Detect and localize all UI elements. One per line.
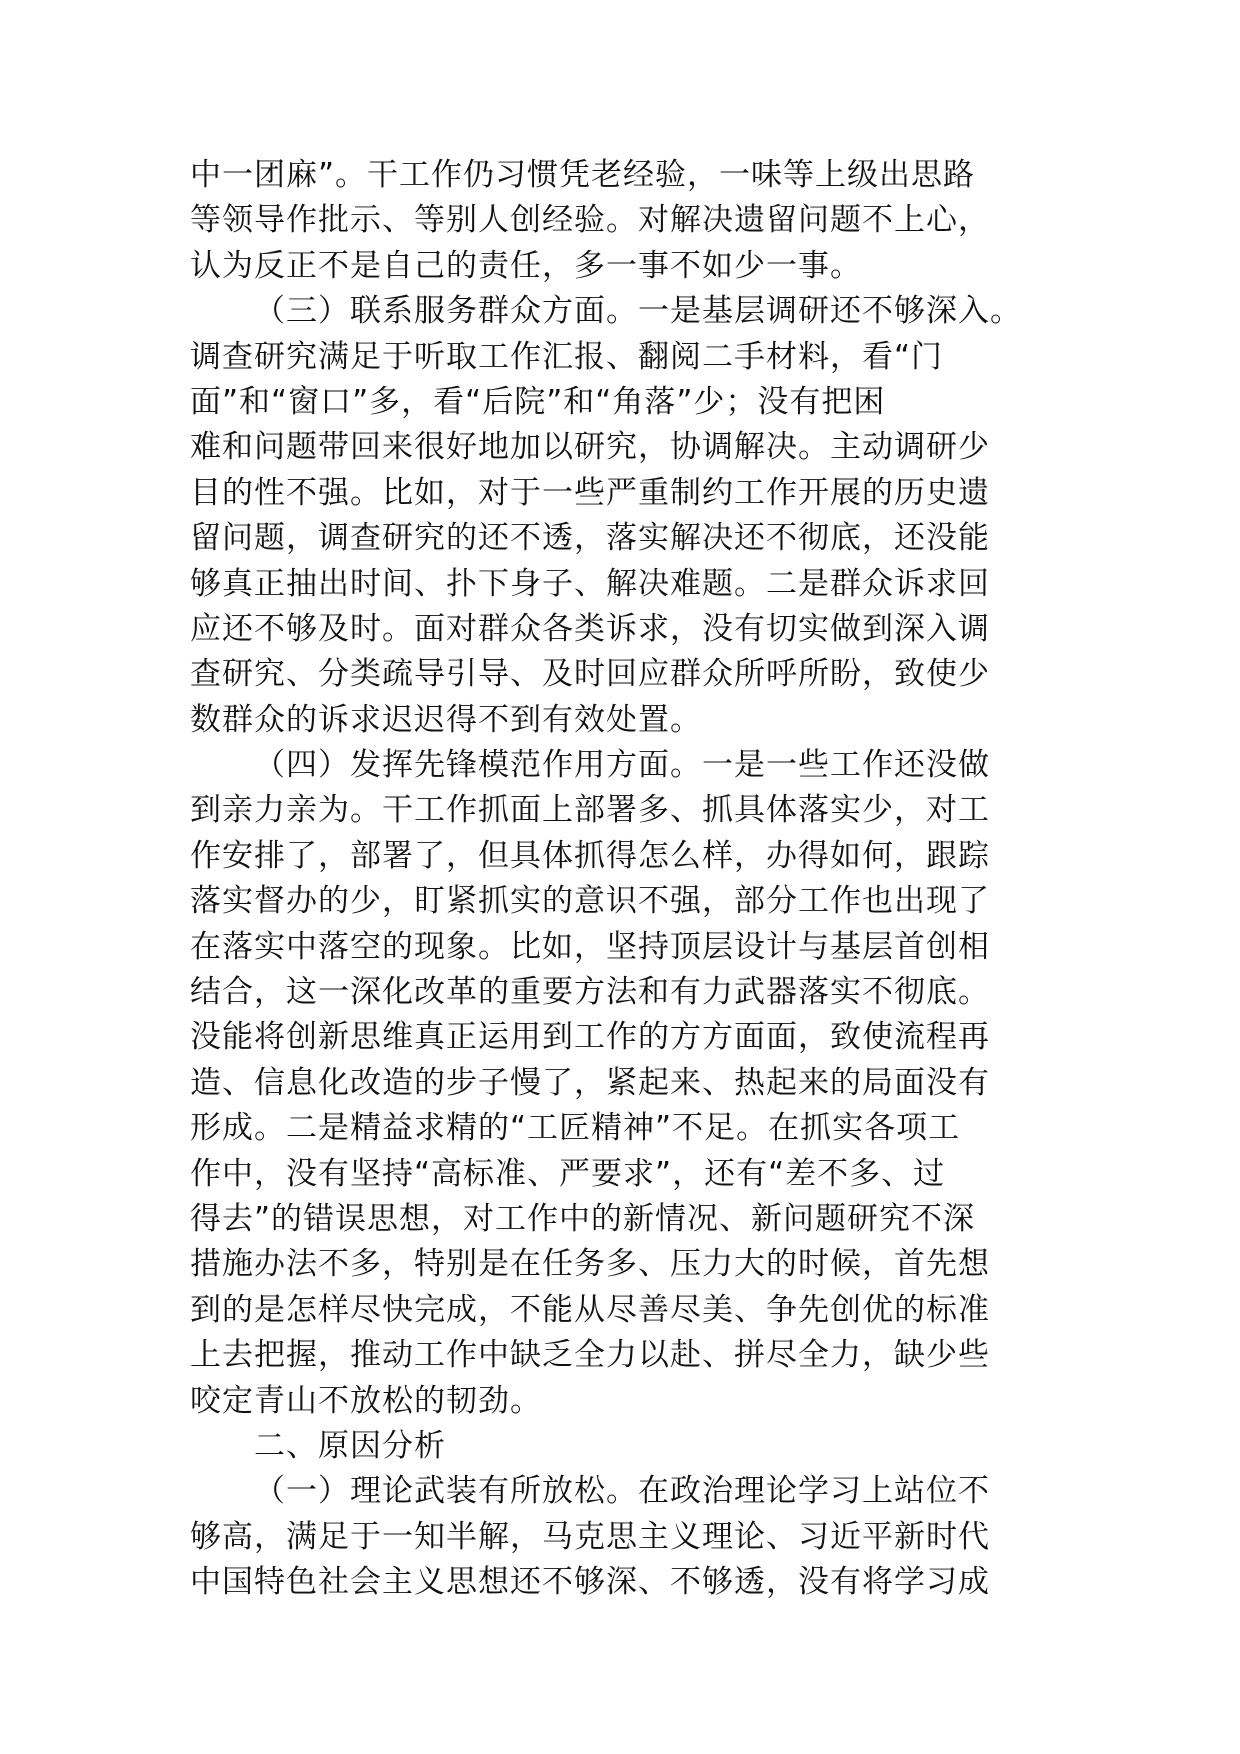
text-line: 措施办法不多，特别是在任务多、压力大的时候，首先想 xyxy=(190,1246,990,1283)
text-line: 中一团麻”。干工作仍习惯凭老经验，一味等上级出思路 xyxy=(190,157,976,193)
text-line: 难和问题带回来很好地加以研究，协调解决。主动调研少 xyxy=(190,429,990,466)
text-line: 得去”的错误思想，对工作中的新情况、新问题研究不深 xyxy=(190,1200,976,1237)
text-line: 作中，没有坚持“高标准、严要求”，还有“差不多、过 xyxy=(190,1155,946,1192)
text-line: 查研究、分类疏导引导、及时回应群众所呼所盼，致使少 xyxy=(190,656,990,693)
text-line: 调查研究满足于听取工作汇报、翻阅二手材料，看“门 xyxy=(190,338,944,375)
text-line: 等领导作批示、等别人创经验。对解决遗留问题不上心， xyxy=(190,202,990,239)
text-line: 面”和“窗口”多，看“后院”和“角落”少；没有把困 xyxy=(190,383,886,420)
text-line: 够高，满足于一知半解，马克思主义理论、习近平新时代 xyxy=(190,1518,990,1555)
text-line: 够真正抽出时间、扑下身子、解决难题。二是群众诉求回 xyxy=(190,565,990,602)
text-line: 结合，这一深化改革的重要方法和有力武器落实不彻底。 xyxy=(190,974,990,1011)
text-line: 到的是怎样尽快完成，不能从尽善尽美、争先创优的标准 xyxy=(190,1291,990,1328)
text-line: 目的性不强。比如，对于一些严重制约工作开展的历史遗 xyxy=(190,474,990,511)
text-line: 留问题，调查研究的还不透，落实解决还不彻底，还没能 xyxy=(190,520,990,557)
text-line: 造、信息化改造的步子慢了，紧起来、热起来的局面没有 xyxy=(190,1064,990,1101)
text-line: 落实督办的少，盯紧抓实的意识不强，部分工作也出现了 xyxy=(190,883,990,920)
text-line: 应还不够及时。面对群众各类诉求，没有切实做到深入调 xyxy=(190,610,990,647)
document-body-text xyxy=(190,153,1070,1606)
text-line: 没能将创新思维真正运用到工作的方方面面，致使流程再 xyxy=(190,1019,990,1056)
text-line: 到亲力亲为。干工作抓面上部署多、抓具体落实少，对工 xyxy=(190,792,990,829)
text-line: 认为反正不是自己的责任，多一事不如少一事。 xyxy=(190,247,862,284)
text-line: 上去把握，推动工作中缺乏全力以赴、拼尽全力，缺少些 xyxy=(190,1337,990,1374)
text-line: （四）发挥先锋模范作用方面。一是一些工作还没做 xyxy=(254,747,990,784)
text-line: （一）理论武装有所放松。在政治理论学习上站位不 xyxy=(254,1473,990,1510)
text-line: 咬定青山不放松的韧劲。 xyxy=(190,1382,542,1419)
text-line: 形成。二是精益求精的“工匠精神”不足。在抓实各项工 xyxy=(190,1110,961,1147)
text-line: 作安排了，部署了，但具体抓得怎么样，办得如何，跟踪 xyxy=(190,837,990,874)
text-line: 在落实中落空的现象。比如，坚持顶层设计与基层首创相 xyxy=(190,928,990,965)
text-line: 二、原因分析 xyxy=(254,1427,446,1464)
text-line: 数群众的诉求迟迟得不到有效处置。 xyxy=(190,701,702,738)
text-line: 中国特色社会主义思想还不够深、不够透，没有将学习成 xyxy=(190,1564,990,1601)
text-line: （三）联系服务群众方面。一是基层调研还不够深入。 xyxy=(254,293,1022,330)
